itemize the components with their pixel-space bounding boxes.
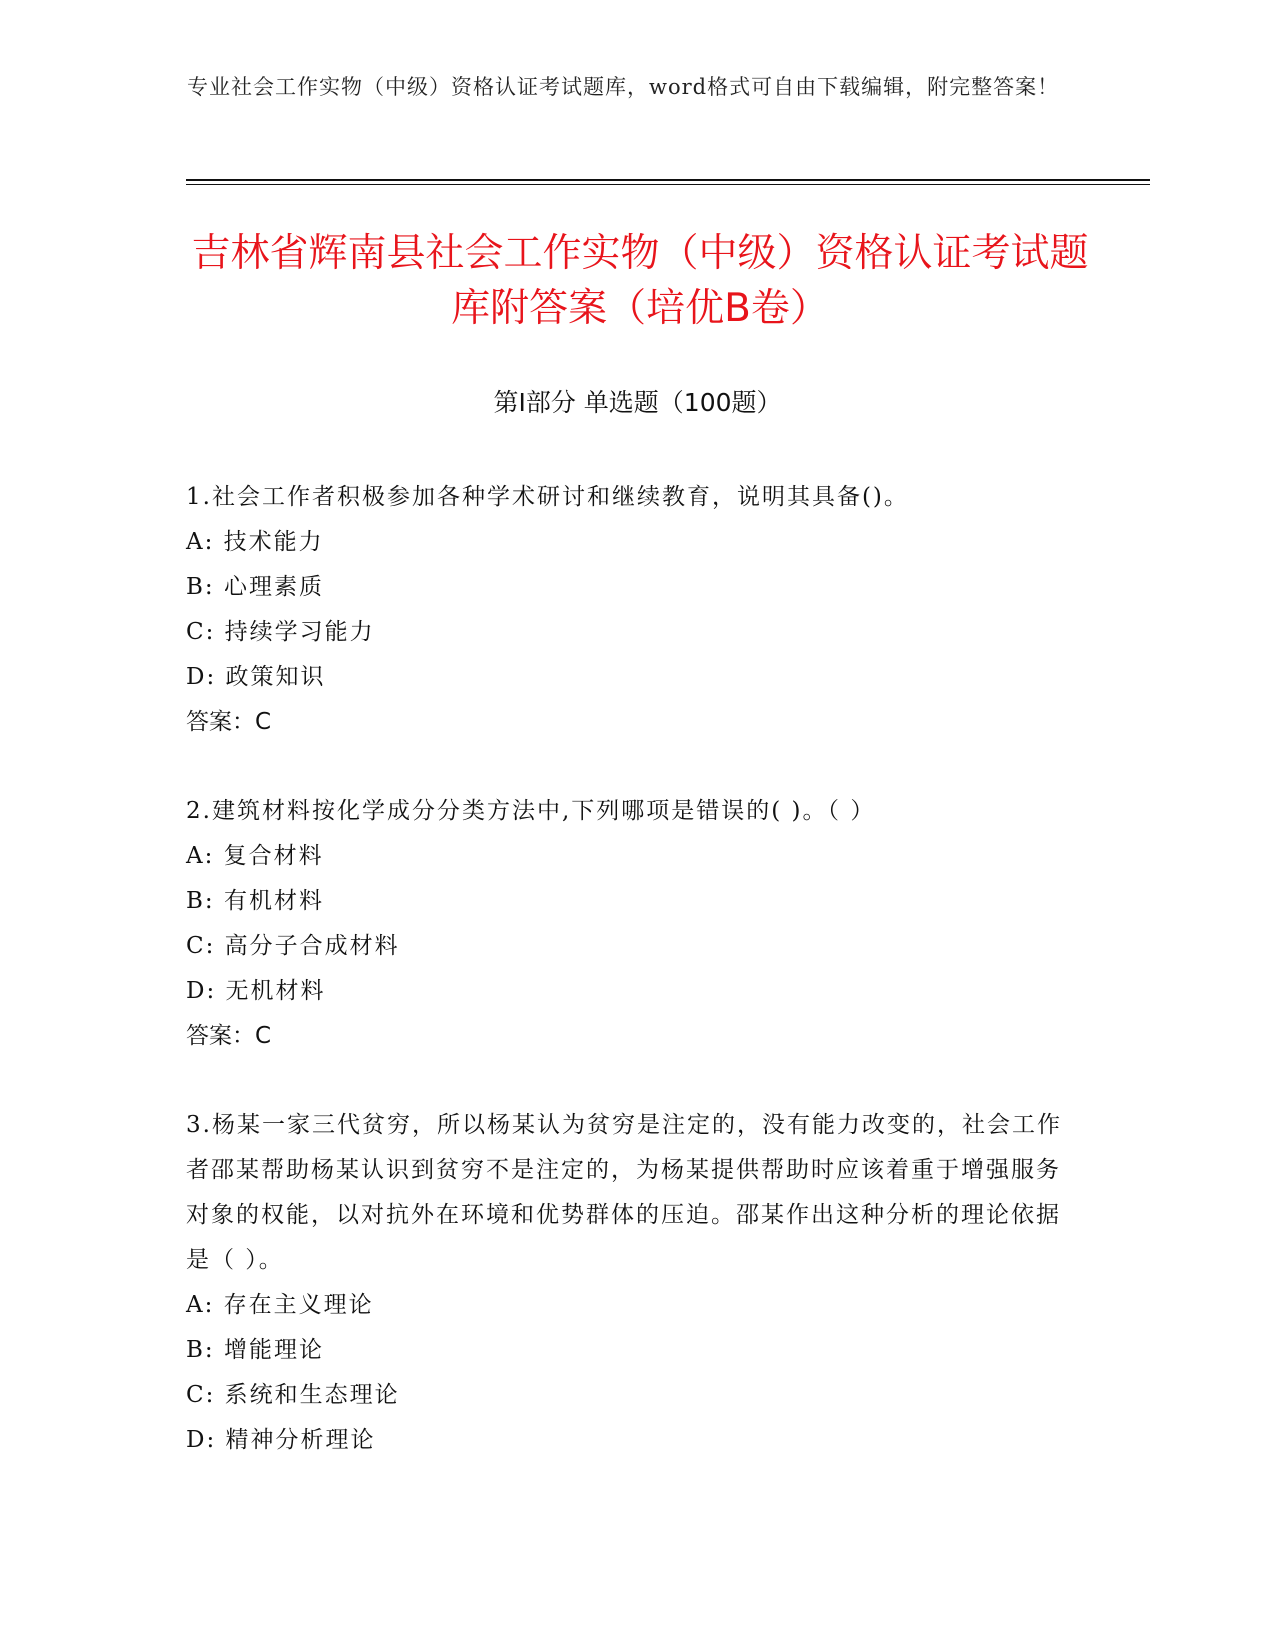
question-list [186,475,1076,1507]
option-a: A: 复合材料 [186,843,324,869]
document-title: 吉林省辉南县社会工作实物（中级）资格认证考试题库附答案（培优B卷） [191,231,1089,331]
option-a: A: 存在主义理论 [186,1292,374,1318]
option-c: C: 高分子合成材料 [186,933,400,959]
header-note: 专业社会工作实物（中级）资格认证考试题库，word格式可自由下载编辑，附完整答案！ [187,75,1060,99]
option-a: A: 技术能力 [186,529,324,555]
question-stem: 2.建筑材料按化学成分分类方法中,下列哪项是错误的( )。（ ） [186,798,876,824]
option-d: D: 政策知识 [186,664,326,690]
option-b: B: 心理素质 [186,574,324,600]
header-rule-thick [186,179,1150,181]
answer: 答案：C [186,1023,272,1049]
option-c: C: 持续学习能力 [186,619,375,645]
option-c: C: 系统和生态理论 [186,1382,400,1408]
option-d: D: 精神分析理论 [186,1427,376,1453]
question-2 [186,789,1076,1059]
question-3 [186,1103,1076,1463]
option-b: B: 有机材料 [186,888,324,914]
option-d: D: 无机材料 [186,978,326,1004]
header-rule-thin [186,184,1150,185]
answer: 答案：C [186,709,272,735]
question-1 [186,475,1076,745]
option-b: B: 增能理论 [186,1337,324,1363]
question-stem: 3.杨某一家三代贫穷，所以杨某认为贫穷是注定的，没有能力改变的，社会工作者邵某帮助杨某认识到贫穷不是注定的，为杨某提供帮助时应该着重于增强服务对象的权能，以对抗外在环境和优势群体的压迫。邵某作出这种分析的理论依据是（ ）。 [186,1112,1062,1273]
section-title: 第Ⅰ部分 单选题（100题） [493,388,782,417]
question-stem: 1.社会工作者积极参加各种学术研讨和继续教育，说明其具备()。 [186,484,909,510]
